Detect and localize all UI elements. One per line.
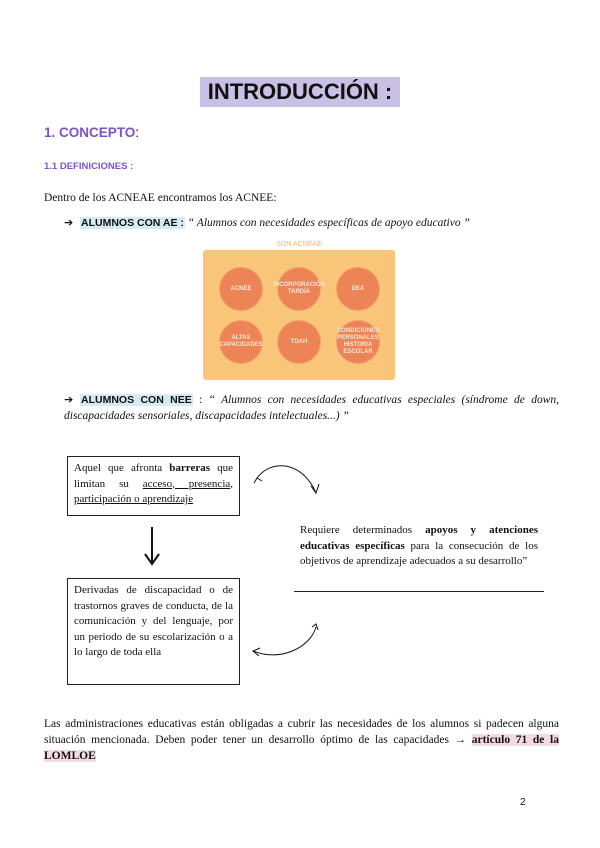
diagram-node: ACNEE xyxy=(219,267,263,311)
law-reference: artículo 71 de la LOMLOE xyxy=(44,734,559,762)
diagram-node: CONDICIONES PERSONALES HISTORIA ESCOLAR xyxy=(336,320,380,364)
box-text: que limitan su xyxy=(74,462,234,490)
closing-paragraph xyxy=(44,716,559,764)
closing-text: Las administraciones educativas están obligadas a cubrir las necesidades de los alumnos si padecen alguna situación mencionada. Deben poder tener un desarrollo óptimo de las capacidades → xyxy=(44,718,559,746)
page-title: INTRODUCCIÓN : xyxy=(200,77,400,107)
diagram-node: INCORPORACIÓN TARDÍA xyxy=(277,267,321,311)
intro-paragraph: Dentro de los ACNEAE encontramos los ACNEE: xyxy=(44,192,277,204)
section-number: 1. CONCEPTO xyxy=(44,125,136,140)
bullet-term: ALUMNOS CON AE : xyxy=(81,217,184,229)
curved-arrow-top-icon xyxy=(254,466,319,493)
bullet-text: “ Alumnos con necesidades específicas de apoyo educativo ” xyxy=(187,217,470,229)
page-number: 2 xyxy=(520,797,526,808)
bullet-term: ALUMNOS CON NEE xyxy=(81,394,192,406)
diagram-node: ALTAS CAPACIDADES xyxy=(219,320,263,364)
box-underlined: participación o aprendizaje xyxy=(74,493,194,505)
subsection-heading: 1.1 DEFINICIONES : xyxy=(44,161,134,172)
arrow-bullet-icon: ➔ xyxy=(64,393,74,406)
box-text: Aquel que afronta xyxy=(74,462,163,474)
bullet-text: “ Alumnos con necesidades educativas especiales (síndrome de down, discapacidades sensoriales, discapacidades intelectuales...) ” xyxy=(64,394,559,422)
down-arrow-icon xyxy=(145,527,159,564)
box-text: para la consecución de los objetivos de aprendizaje adecuados a su desarrollo” xyxy=(300,539,539,567)
box-text: Requiere determinados xyxy=(300,524,413,536)
bullet-separator: : xyxy=(192,394,209,406)
box-bold: barreras xyxy=(169,462,210,474)
diagram-caption: SON ACNEAE xyxy=(276,241,322,248)
curved-arrow-bottom-icon xyxy=(253,624,318,656)
arrow-bullet-icon: ➔ xyxy=(64,216,74,229)
section-colon: : xyxy=(135,125,140,140)
diagram-node: DEA xyxy=(336,267,380,311)
diagram-node: TDAH xyxy=(277,320,321,364)
box-underlined: acceso, presencia, xyxy=(142,477,234,490)
box-bold: apoyos y atenciones educativas específicas xyxy=(300,524,538,552)
definition-box-causes: Derivadas de discapacidad o de trastornos graves de conducta, de la comunicación y del lenguaje, por un periodo de su escolarización o a lo largo de toda ella xyxy=(67,578,240,685)
